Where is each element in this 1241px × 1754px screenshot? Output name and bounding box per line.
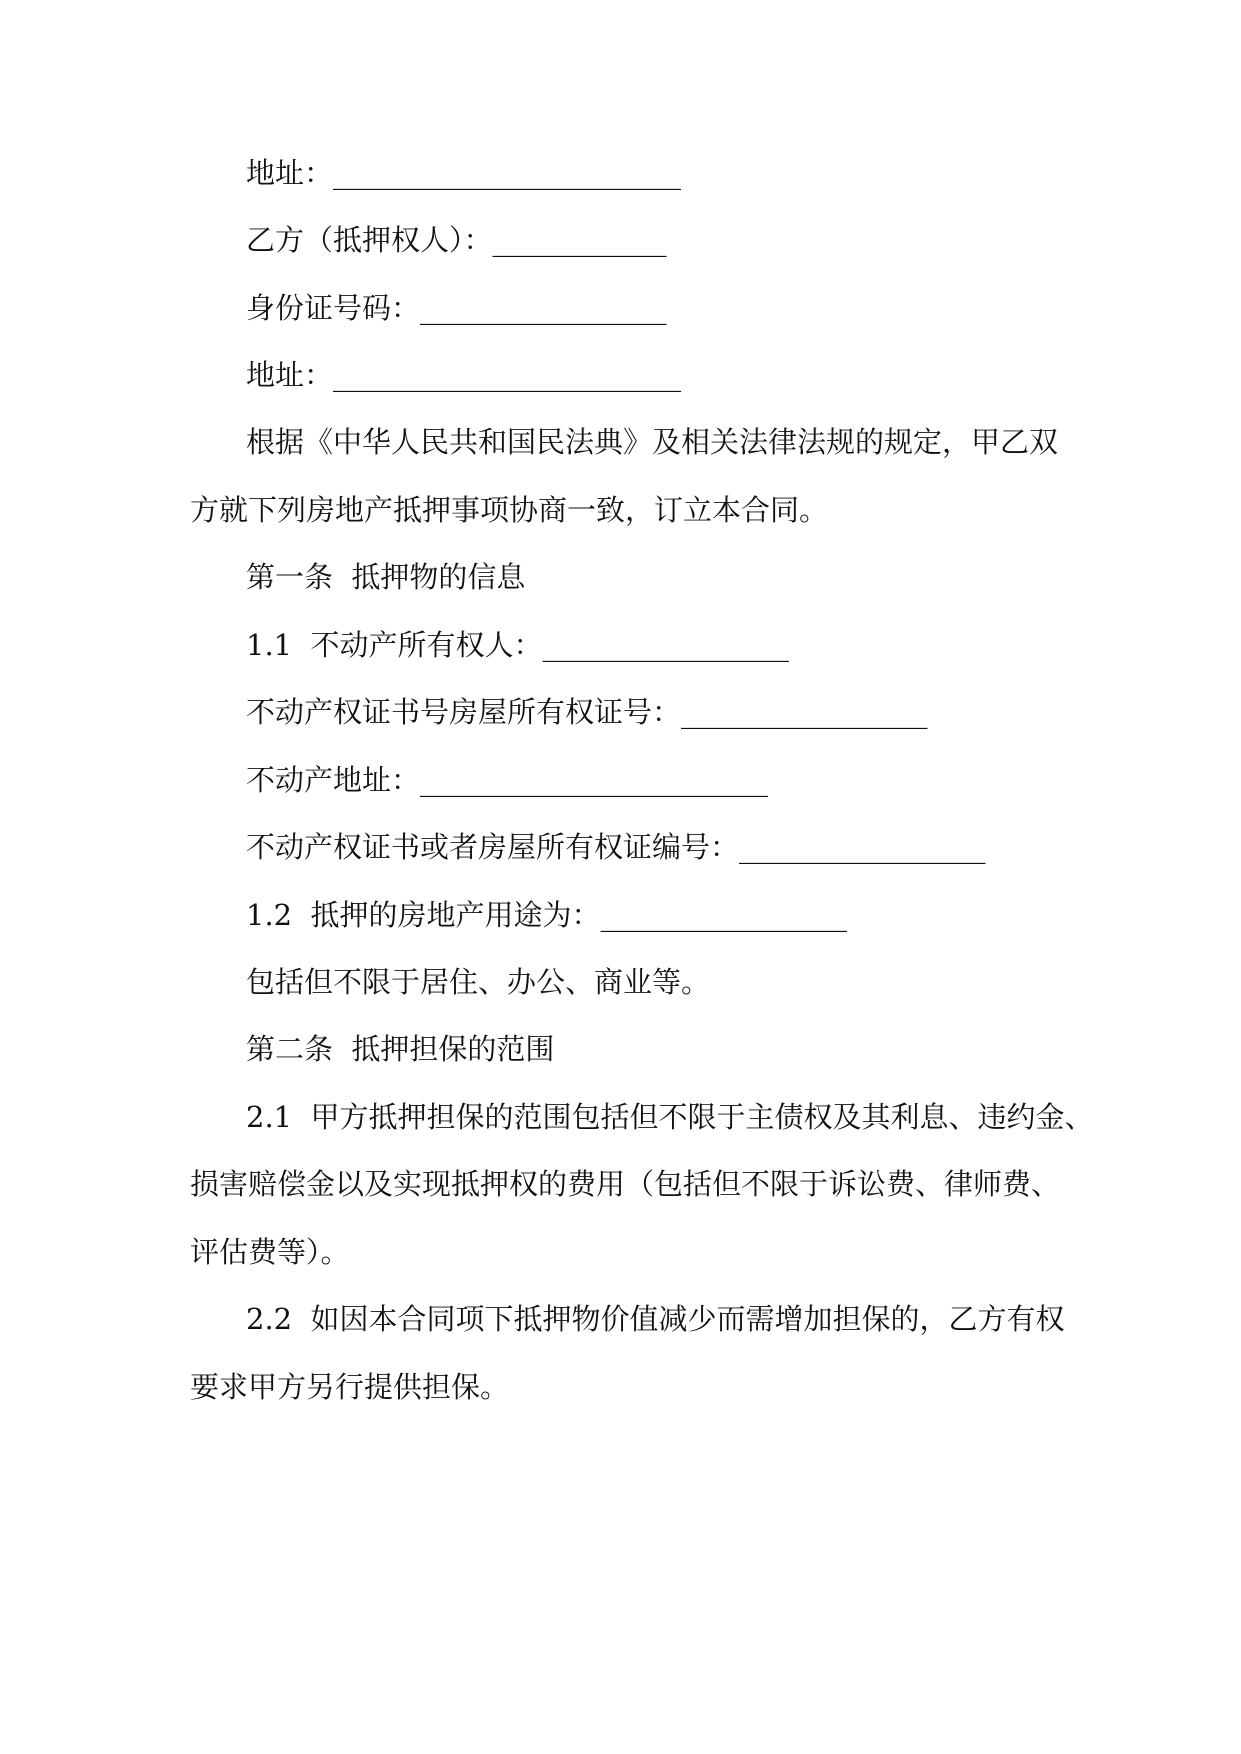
party-b-id-line: 身份证号码：_________________	[246, 291, 667, 325]
preamble-line-1: 根据《中华人民共和国民法典》及相关法律法规的规定，甲乙双	[246, 425, 1059, 459]
clause-2-1-line-2: 损害赔偿金以及实现抵押权的费用（包括但不限于诉讼费、律师费、	[190, 1167, 1061, 1201]
property-address-line: 不动产地址：________________________	[246, 763, 769, 797]
article-2-heading: 第二条 抵押担保的范围	[246, 1032, 555, 1066]
article-1-heading: 第一条 抵押物的信息	[246, 560, 526, 594]
preamble-line-2: 方就下列房地产抵押事项协商一致，订立本合同。	[190, 493, 829, 527]
clause-2-1-line-1: 2.1 甲方抵押担保的范围包括但不限于主债权及其利息、违约金、	[246, 1100, 1094, 1134]
party-b-name-line: 乙方（抵押权人）：____________	[246, 223, 667, 257]
clause-2-2-line-2: 要求甲方另行提供担保。	[190, 1370, 510, 1404]
party-b-address-line: 地址：________________________	[246, 358, 682, 392]
certificate-number-line: 不动产权证书号房屋所有权证号：_________________	[246, 695, 928, 729]
party-a-address-line: 地址：________________________	[246, 156, 682, 190]
usage-examples-line: 包括但不限于居住、办公、商业等。	[246, 965, 711, 999]
clause-1-2-usage: 1.2 抵押的房地产用途为：_________________	[246, 898, 848, 932]
clause-2-2-line-1: 2.2 如因本合同项下抵押物价值减少而需增加担保的，乙方有权	[246, 1302, 1065, 1336]
clause-2-1-line-3: 评估费等）。	[190, 1235, 350, 1269]
certificate-serial-line: 不动产权证书或者房屋所有权证编号：_________________	[246, 830, 986, 864]
clause-1-1-owner: 1.1 不动产所有权人：_________________	[246, 628, 790, 662]
